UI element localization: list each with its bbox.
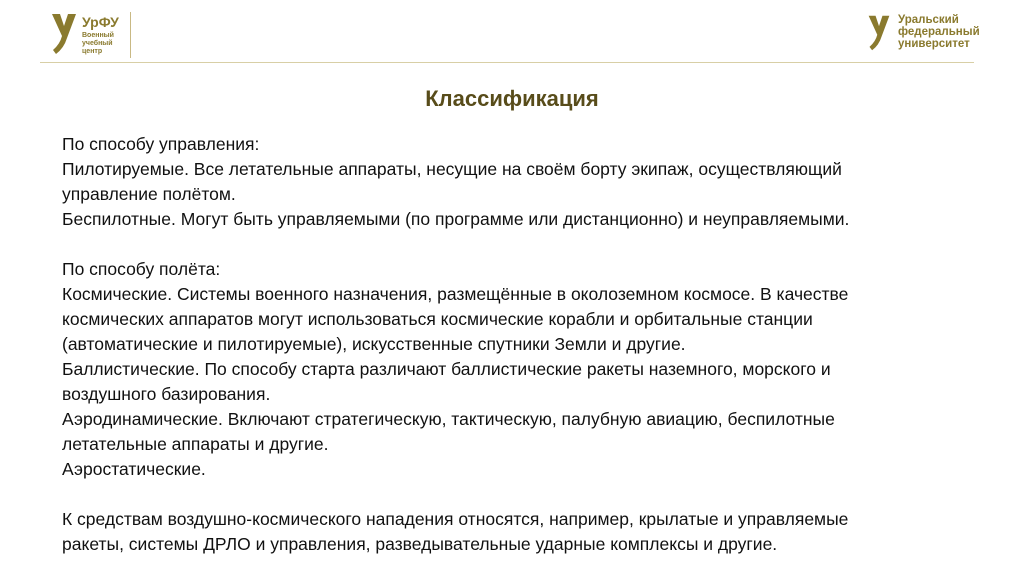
slide-body (62, 132, 992, 557)
slide-title: Классификация (425, 86, 599, 111)
university-name: Уральский федеральный университет (898, 14, 980, 50)
text-line: Пилотируемые. Все летательные аппараты, несущие на своём борту экипаж, осуществляющий (62, 159, 842, 179)
text-line: По способу управления: (62, 134, 260, 154)
text-line: К средствам воздушно-космического нападения относятся, например, крылатые и управляемые (62, 509, 849, 529)
text-line: Аэродинамические. Включают стратегическую, тактическую, палубную авиацию, беспилотные (62, 409, 835, 429)
text-line: По способу полёта: (62, 259, 221, 279)
text-line: (автоматические и пилотируемые), искусственные спутники Земли и другие. (62, 334, 686, 354)
text-line: Баллистические. По способу старта различают баллистические ракеты наземного, морского и (62, 359, 831, 379)
text-line: ракеты, системы ДРЛО и управления, разведывательные ударные комплексы и другие. (62, 534, 778, 554)
paragraph-gap (62, 482, 992, 507)
logo-subtitle: Военный учебный центр (82, 32, 114, 55)
text-line: Беспилотные. Могут быть управляемыми (по программе или дистанционно) и неуправляемыми. (62, 209, 850, 229)
header-rule (40, 62, 974, 63)
urfu-y-logo-icon (50, 12, 78, 56)
text-line: летательные аппараты и другие. (62, 434, 329, 454)
text-line: воздушного базирования. (62, 384, 271, 404)
text-line: Аэростатические. (62, 459, 206, 479)
urfu-y-logo-icon (866, 14, 892, 52)
logo-divider (130, 12, 131, 58)
text-line: Космические. Системы военного назначения, размещённые в околоземном космосе. В качестве (62, 284, 849, 304)
logo-brand: УрФУ (82, 14, 119, 30)
text-line: управление полётом. (62, 184, 236, 204)
paragraph-gap (62, 232, 992, 257)
text-line: космических аппаратов могут использоваться космические корабли и орбитальные станции (62, 309, 813, 329)
